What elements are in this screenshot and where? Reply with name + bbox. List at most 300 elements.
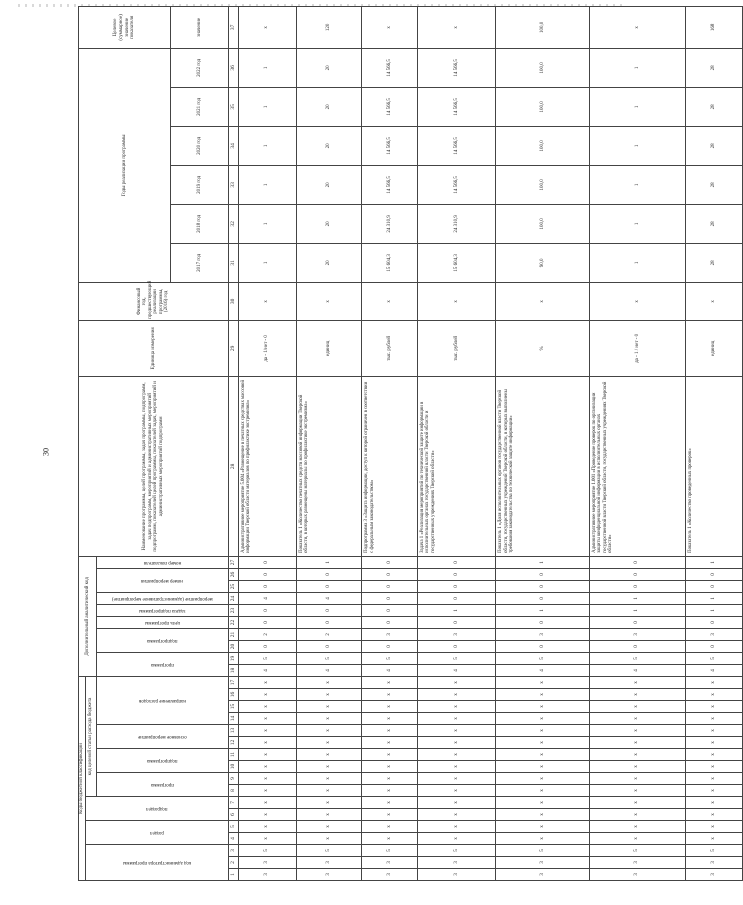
code-cell: 5 [589,845,685,857]
code-cell: 4 [296,593,362,605]
row-base-year: x [362,282,418,320]
code-cell: 0 [496,617,590,629]
code-cell: 3 [238,857,296,869]
column-number: 2 [228,857,238,869]
code-cell: 3 [362,857,418,869]
code-cell: x [496,737,590,749]
code-cell: x [685,797,742,809]
row-year-value: 28 [685,87,742,126]
code-cell: 3 [589,857,685,869]
header-budget-codes: Коды бюджетной классификации [79,677,86,881]
code-cell: 0 [238,569,296,581]
header-year-2018: 2018 год [171,204,228,243]
table-row [296,6,362,880]
code-cell: x [496,689,590,701]
row-year-value: 14 566,5 [418,87,496,126]
code-cell: x [238,809,296,821]
row-unit: да - 1 / нет - 0 [589,320,685,376]
code-cell: x [362,737,418,749]
header-a-event: мероприятие (административное мероприятие) [112,596,213,602]
row-year-value: 1 [589,48,685,87]
code-cell: 3 [296,869,362,881]
column-number: 28 [228,376,238,556]
column-number: 33 [228,165,238,204]
code-cell: 3 [589,869,685,881]
column-number: 31 [228,243,238,282]
column-number: 17 [228,677,238,689]
code-cell: 4 [238,665,296,677]
code-cell: x [589,701,685,713]
column-number: 27 [228,556,238,568]
header-admin-code: код администратора программы [122,860,191,866]
code-cell: 0 [296,641,362,653]
column-number: 30 [228,282,238,320]
column-number: 18 [228,665,238,677]
row-name: Задача 1 «Реализация мероприятий по технической защите информации в исполнительных органах государственной власти Тверской области и государственных учреждениях Тверской области» [418,376,496,556]
code-cell: 3 [496,869,590,881]
code-cell: x [589,785,685,797]
table-row [496,6,590,880]
code-cell: x [238,689,296,701]
code-cell: x [418,749,496,761]
code-cell: 0 [685,641,742,653]
code-cell: 5 [362,845,418,857]
row-year-value: 28 [685,165,742,204]
code-cell: x [362,713,418,725]
column-number: 24 [228,593,238,605]
code-cell: 3 [418,629,496,641]
code-cell: x [496,773,590,785]
row-name: Показатель 1 «Количество печатных средств массовой информации Тверской области, в которых размещены материалы по профилактике экстремизма» [296,376,362,556]
code-cell: x [238,821,296,833]
code-cell: 3 [296,857,362,869]
code-cell: 0 [418,641,496,653]
code-cell: 5 [296,653,362,665]
code-cell: 0 [685,581,742,593]
code-cell: 5 [685,653,742,665]
code-cell: x [685,689,742,701]
code-cell: 3 [589,629,685,641]
row-year-value: 1 [238,126,296,165]
row-year-value: 14 566,5 [418,48,496,87]
row-base-year: x [589,282,685,320]
code-cell: x [496,701,590,713]
row-year-value: 20 [296,204,362,243]
column-number: 4 [228,833,238,845]
code-cell: 1 [296,556,362,568]
code-cell: 3 [238,869,296,881]
column-number: 22 [228,617,238,629]
code-cell: x [418,713,496,725]
code-cell: 0 [362,593,418,605]
code-cell: x [496,761,590,773]
column-number: 1 [228,869,238,881]
row-year-value: 1 [589,243,685,282]
row-year-value: 15 604,3 [418,243,496,282]
code-cell: 5 [362,653,418,665]
code-cell: x [296,773,362,785]
code-cell: 5 [685,845,742,857]
row-target-value: x [418,6,496,48]
code-cell: 3 [496,857,590,869]
code-cell: x [362,689,418,701]
header-years-group: Годы реализации программы [79,48,171,282]
code-cell: x [685,737,742,749]
code-cell: x [685,833,742,845]
code-cell: 1 [589,593,685,605]
code-cell: 0 [296,581,362,593]
code-cell: 0 [296,569,362,581]
code-cell: 4 [238,593,296,605]
row-year-value: 28 [685,126,742,165]
code-cell: x [238,785,296,797]
code-cell: x [685,713,742,725]
header-year-2022: 2022 год [171,48,228,87]
code-cell: x [589,677,685,689]
code-cell: 0 [238,641,296,653]
code-cell: 0 [238,581,296,593]
code-cell: x [685,785,742,797]
code-cell: 4 [685,665,742,677]
code-cell: x [362,797,418,809]
row-year-value: 90,0 [496,243,590,282]
code-cell: x [238,833,296,845]
code-cell: 2 [238,629,296,641]
code-cell: x [418,773,496,785]
rotated-page [78,14,717,881]
code-cell: 0 [296,605,362,617]
code-cell: x [238,737,296,749]
header-subprogram: подпрограмма [147,758,178,764]
code-cell: 0 [589,641,685,653]
code-cell: 0 [685,569,742,581]
row-year-value: 1 [238,48,296,87]
row-year-value: 28 [685,204,742,243]
code-cell: x [296,725,362,737]
column-number: 14 [228,713,238,725]
code-cell: 3 [685,629,742,641]
row-year-value: 20 [296,243,362,282]
row-year-value: 20 [296,165,362,204]
code-cell: 5 [296,845,362,857]
code-cell: 1 [685,593,742,605]
header-year-2021: 2021 год [171,87,228,126]
code-cell: x [362,821,418,833]
code-cell: x [296,713,362,725]
code-cell: 2 [296,629,362,641]
header-analytic-code: Дополнительный аналитический код [79,556,97,676]
row-name: Подпрограмма 3 «Защита информации, доступ к которой ограничен в соответствии с федеральным законодательством» [362,376,418,556]
code-cell: 5 [418,845,496,857]
code-cell: x [362,761,418,773]
table-row [589,6,685,880]
code-cell: 5 [238,845,296,857]
code-cell: x [362,785,418,797]
column-number: 26 [228,569,238,581]
row-year-value: 1 [589,87,685,126]
row-unit: единиц [685,320,742,376]
code-cell: 0 [238,605,296,617]
code-cell: 0 [589,617,685,629]
row-year-value: 100,0 [496,87,590,126]
code-cell: x [589,689,685,701]
code-cell: x [418,785,496,797]
row-year-value: 20 [296,126,362,165]
row-target-value: 100,0 [496,6,590,48]
column-number: 23 [228,605,238,617]
row-target-value: 120 [296,6,362,48]
code-cell: x [238,773,296,785]
code-cell: x [589,737,685,749]
code-cell: x [238,749,296,761]
header-unit: Единица измерения [79,320,229,376]
row-target-value: 168 [685,6,742,48]
column-number: 25 [228,581,238,593]
code-cell: x [496,809,590,821]
row-year-value: 20 [296,48,362,87]
code-cell: 0 [362,617,418,629]
row-base-year: x [238,282,296,320]
header-subsection: подраздел [145,806,168,812]
code-cell: 1 [418,605,496,617]
row-year-value: 24 310,9 [362,204,418,243]
column-number: 20 [228,641,238,653]
code-cell: 1 [685,556,742,568]
code-cell: 0 [418,556,496,568]
code-cell: x [418,809,496,821]
code-cell: 3 [685,869,742,881]
column-number: 35 [228,87,238,126]
code-cell: 0 [589,556,685,568]
code-cell: 0 [238,556,296,568]
row-year-value: 14 566,5 [362,126,418,165]
code-cell: 0 [496,593,590,605]
column-number: 29 [228,320,238,376]
row-year-value: 1 [238,165,296,204]
code-cell: x [496,677,590,689]
row-target-value: x [589,6,685,48]
code-cell: x [418,833,496,845]
row-base-year: x [296,282,362,320]
code-cell: x [589,809,685,821]
code-cell: x [296,749,362,761]
code-cell: 5 [238,653,296,665]
code-cell: x [496,785,590,797]
code-cell: x [418,737,496,749]
code-cell: x [496,749,590,761]
code-cell: x [296,689,362,701]
header-section: раздел [149,830,164,836]
code-cell: x [589,773,685,785]
code-cell: x [496,713,590,725]
row-year-value: 14 566,5 [418,165,496,204]
row-name: Административное мероприятие 1.001 «Проведение проверок по организации защиты конфиденциальной информации в исполнительных органах государственной власти Тверской области, государственных учреждениях Тверской области» [589,376,685,556]
row-year-value: 24 310,9 [418,204,496,243]
code-cell: 0 [418,617,496,629]
code-cell: 4 [418,665,496,677]
row-year-value: 100,0 [496,165,590,204]
row-base-year: x [496,282,590,320]
code-cell: x [589,797,685,809]
code-cell: 0 [418,581,496,593]
code-cell: x [685,701,742,713]
code-cell: x [589,725,685,737]
code-cell: 0 [362,641,418,653]
code-cell: 0 [362,569,418,581]
header-finance-year: Финансовый год, предшествующий реализации программы, (2016) год [79,282,229,320]
code-cell: x [685,773,742,785]
header-name-column: Наименование программы, целей программы, задач программы, подпрограмм, задач подпрограмм, мероприятий и административных мероприятий подпрограмм, показателей целей программы, показателей задач, мероприятий и административных мероприятий подпрограмм [79,376,229,556]
row-year-value: 14 566,5 [362,87,418,126]
header-a-indicator-num: номер показателя [143,560,182,566]
row-name: Показатель 1 «Количество проведенных проверок» [685,376,742,556]
header-a-event-num: номер мероприятия [141,578,184,584]
code-cell: x [589,821,685,833]
program-table [78,6,743,881]
code-cell: x [418,701,496,713]
header-a-program: программа [150,662,174,668]
code-cell: 0 [238,617,296,629]
header-a-subprogram: подпрограмма [147,638,178,644]
table-row [418,6,496,880]
row-name: Административное мероприятие 5.004 «Размещение в печатных средствах массовой информации Тверской области материалов по профилактике экстремизма» [238,376,296,556]
code-cell: 3 [362,629,418,641]
column-number: 9 [228,773,238,785]
column-number: 7 [228,797,238,809]
column-number: 8 [228,785,238,797]
code-cell: 5 [589,653,685,665]
code-cell: x [362,809,418,821]
row-year-value: 1 [238,204,296,243]
header-year-2020: 2020 год [171,126,228,165]
row-year-value: 1 [238,87,296,126]
row-target-value: x [362,6,418,48]
code-cell: x [496,821,590,833]
code-cell: x [496,725,590,737]
row-year-value: 28 [685,48,742,87]
column-number: 15 [228,701,238,713]
code-cell: x [296,833,362,845]
column-number: 32 [228,204,238,243]
code-cell: 0 [362,581,418,593]
column-number: 21 [228,629,238,641]
code-cell: 3 [418,857,496,869]
code-cell: x [496,797,590,809]
column-number: 6 [228,809,238,821]
code-cell: 1 [589,605,685,617]
code-cell: 0 [496,569,590,581]
code-cell: x [238,713,296,725]
column-number: 13 [228,725,238,737]
table-frame [78,14,717,881]
row-year-value: 1 [589,126,685,165]
code-cell: 5 [418,653,496,665]
code-cell: x [296,701,362,713]
code-cell: x [238,725,296,737]
row-year-value: 100,0 [496,126,590,165]
page-number: 30 [41,448,51,456]
code-cell: x [685,821,742,833]
header-direction: направление расходов [138,698,186,704]
row-base-year: x [685,282,742,320]
header-target-value: значение [171,6,228,48]
code-cell: x [296,821,362,833]
table-row [238,6,296,880]
code-cell: x [418,761,496,773]
column-number: 5 [228,821,238,833]
row-year-value: 20 [296,87,362,126]
column-number: 12 [228,737,238,749]
code-cell: x [685,809,742,821]
code-cell: x [238,761,296,773]
code-cell: x [362,725,418,737]
row-year-value: 1 [589,204,685,243]
code-cell: x [589,761,685,773]
column-number: 3 [228,845,238,857]
row-unit: единиц [296,320,362,376]
code-cell: 0 [589,581,685,593]
column-number: 19 [228,653,238,665]
code-cell: x [362,773,418,785]
table-row [685,6,742,880]
row-base-year: x [418,282,496,320]
code-cell: x [296,785,362,797]
code-cell: x [685,725,742,737]
header-year-2019: 2019 год [171,165,228,204]
code-cell: x [418,725,496,737]
code-cell: 0 [589,569,685,581]
code-cell: x [296,761,362,773]
column-number: 34 [228,126,238,165]
code-cell: x [685,761,742,773]
column-number: 36 [228,48,238,87]
code-cell: 0 [362,605,418,617]
code-cell: 4 [362,665,418,677]
code-cell: 0 [362,556,418,568]
table-row [362,6,418,880]
row-year-value: 14 566,5 [418,126,496,165]
code-cell: 0 [296,617,362,629]
code-cell: x [418,689,496,701]
column-number: 10 [228,761,238,773]
code-cell: x [589,833,685,845]
row-target-value: x [238,6,296,48]
header-target-article: код целевой статьи расхода бюджета [85,677,97,797]
header-a-task-program: цель программы [144,620,180,626]
code-cell: x [685,677,742,689]
code-cell: x [589,713,685,725]
row-year-value: 15 604,3 [362,243,418,282]
code-cell: 1 [496,556,590,568]
code-cell: x [296,809,362,821]
code-cell: 3 [685,857,742,869]
code-cell: x [238,677,296,689]
code-cell: x [418,821,496,833]
code-cell: x [362,749,418,761]
code-cell: x [418,677,496,689]
code-cell: 3 [496,629,590,641]
header-main-event: основное мероприятие [138,734,187,740]
code-cell: 1 [685,605,742,617]
row-year-value: 14 566,5 [362,48,418,87]
column-number: 37 [228,6,238,48]
code-cell: x [296,797,362,809]
header-target-group: Целевое (суммарное) значение показателя [79,6,171,48]
code-cell: 0 [496,581,590,593]
code-cell: 0 [496,641,590,653]
code-cell: 3 [418,869,496,881]
header-program: программа [150,782,174,788]
